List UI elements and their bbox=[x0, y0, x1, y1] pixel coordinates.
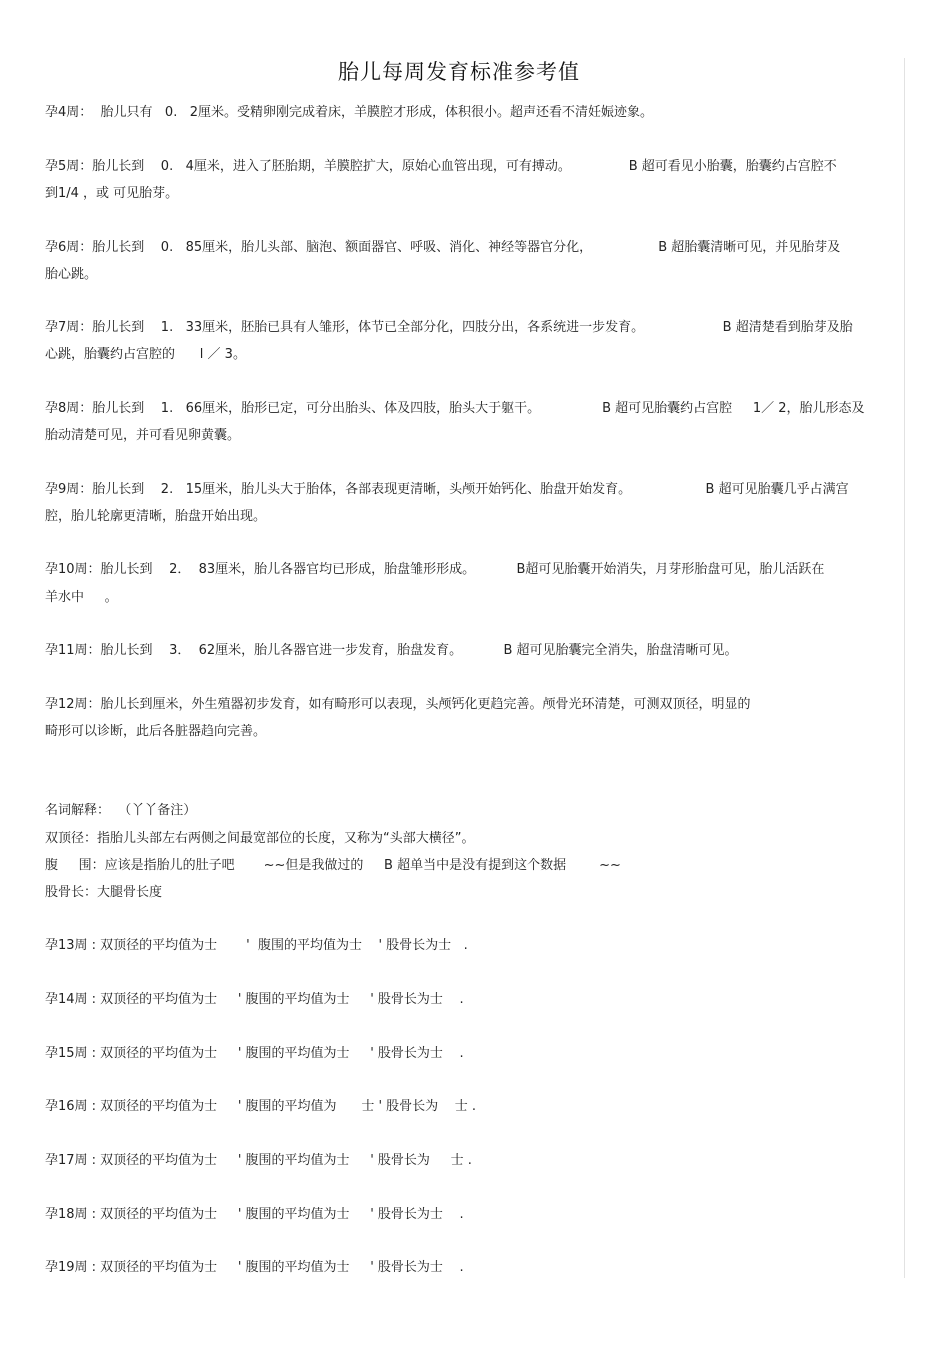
week-6-line-2: 胎心跳。 bbox=[45, 267, 98, 282]
document-title: 胎儿每周发育标准参考值 bbox=[338, 60, 580, 84]
week-8-line-2: 胎动清楚可见，并可看见卵黄囊。 bbox=[45, 428, 241, 443]
measurement-week-17: 孕17周 : 双顶径的平均值为士 ' 腹围的平均值为士 ' 股骨长为 士 . bbox=[45, 1153, 472, 1168]
week-9-line-1: 孕9周：胎儿长到 2. 15厘米，胎儿头大于胎体，各部表现更清晰，头颅开始钙化、胎盘开始发育。 B 超可见胎囊几乎占满宫 bbox=[45, 482, 849, 497]
glossary-ac: 腹 围：应该是指胎儿的肚子吧 ~~但是我做过的 B 超单当中是没有提到这个数据 ~~ bbox=[45, 858, 621, 873]
measurement-week-19: 孕19周 : 双顶径的平均值为士 ' 腹围的平均值为士 ' 股骨长为士 . bbox=[45, 1260, 464, 1275]
week-7-line-2: 心跳，胎囊约占宫腔的 l ／ 3。 bbox=[45, 347, 246, 362]
week-5-line-1: 孕5周：胎儿长到 0. 4厘米，进入了胚胎期，羊膜腔扩大，原始心血管出现，可有搏动。 B 超可看见小胎囊，胎囊约占宫腔不 bbox=[45, 159, 837, 174]
week-7-line-1: 孕7周：胎儿长到 1. 33厘米，胚胎已具有人雏形，体节已全部分化，四肢分出，各系统进一步发育。 B 超清楚看到胎芽及胎 bbox=[45, 320, 853, 335]
glossary-bpd: 双顶径：指胎儿头部左右两侧之间最宽部位的长度，又称为“头部大横径”。 bbox=[45, 831, 475, 846]
week-12-line-2: 畸形可以诊断，此后各脏器趋向完善。 bbox=[45, 724, 267, 739]
glossary-heading: 名词解释： （丫丫备注） bbox=[45, 803, 197, 818]
page-border bbox=[904, 58, 905, 1278]
measurement-week-18: 孕18周 : 双顶径的平均值为士 ' 腹围的平均值为士 ' 股骨长为士 . bbox=[45, 1207, 464, 1222]
week-11-line-1: 孕11周：胎儿长到 3． 62厘米，胎儿各器官进一步发育，胎盘发育。 B 超可见胎囊完全消失，胎盘清晰可见。 bbox=[45, 643, 738, 658]
week-12-line-1: 孕12周：胎儿长到厘米，外生殖器初步发育，如有畸形可以表现，头颅钙化更趋完善。颅骨光环清楚，可测双顶径，明显的 bbox=[45, 697, 751, 712]
week-8-line-1: 孕8周：胎儿长到 1. 66厘米，胎形已定，可分出胎头、体及四肢，胎头大于躯干。 B 超可见胎囊约占宫腔 1／ 2，胎儿形态及 bbox=[45, 401, 865, 416]
week-10-line-1: 孕10周：胎儿长到 2． 83厘米，胎儿各器官均已形成，胎盘雏形形成。 B超可见胎囊开始消失，月芽形胎盘可见，胎儿活跃在 bbox=[45, 562, 825, 577]
week-5-line-2: 到1/4 ，或 可见胎芽。 bbox=[45, 186, 179, 201]
measurement-week-13: 孕13周 : 双顶径的平均值为士 ' 腹围的平均值为士 ' 股骨长为士 . bbox=[45, 938, 468, 953]
week-6-line-1: 孕6周：胎儿长到 0. 85厘米，胎儿头部、脑泡、额面器官、呼吸、消化、神经等器官分化， B 超胎囊清晰可见，并见胎芽及 bbox=[45, 240, 841, 255]
glossary-fl: 股骨长：大腿骨长度 bbox=[45, 885, 163, 900]
week-9-line-2: 腔，胎儿轮廓更清晰，胎盘开始出现。 bbox=[45, 509, 267, 524]
week-10-line-2: 羊水中 。 bbox=[45, 590, 118, 605]
week-4-line-1: 孕4周： 胎儿只有 0. 2厘米。受精卵刚完成着床，羊膜腔才形成，体积很小。超声还看不清妊娠迹象。 bbox=[45, 105, 654, 120]
measurement-week-14: 孕14周 : 双顶径的平均值为士 ' 腹围的平均值为士 ' 股骨长为士 . bbox=[45, 992, 464, 1007]
measurement-week-15: 孕15周 : 双顶径的平均值为士 ' 腹围的平均值为士 ' 股骨长为士 . bbox=[45, 1046, 464, 1061]
measurement-week-16: 孕16周 : 双顶径的平均值为士 ' 腹围的平均值为 士 ' 股骨长为 士 . bbox=[45, 1099, 476, 1114]
